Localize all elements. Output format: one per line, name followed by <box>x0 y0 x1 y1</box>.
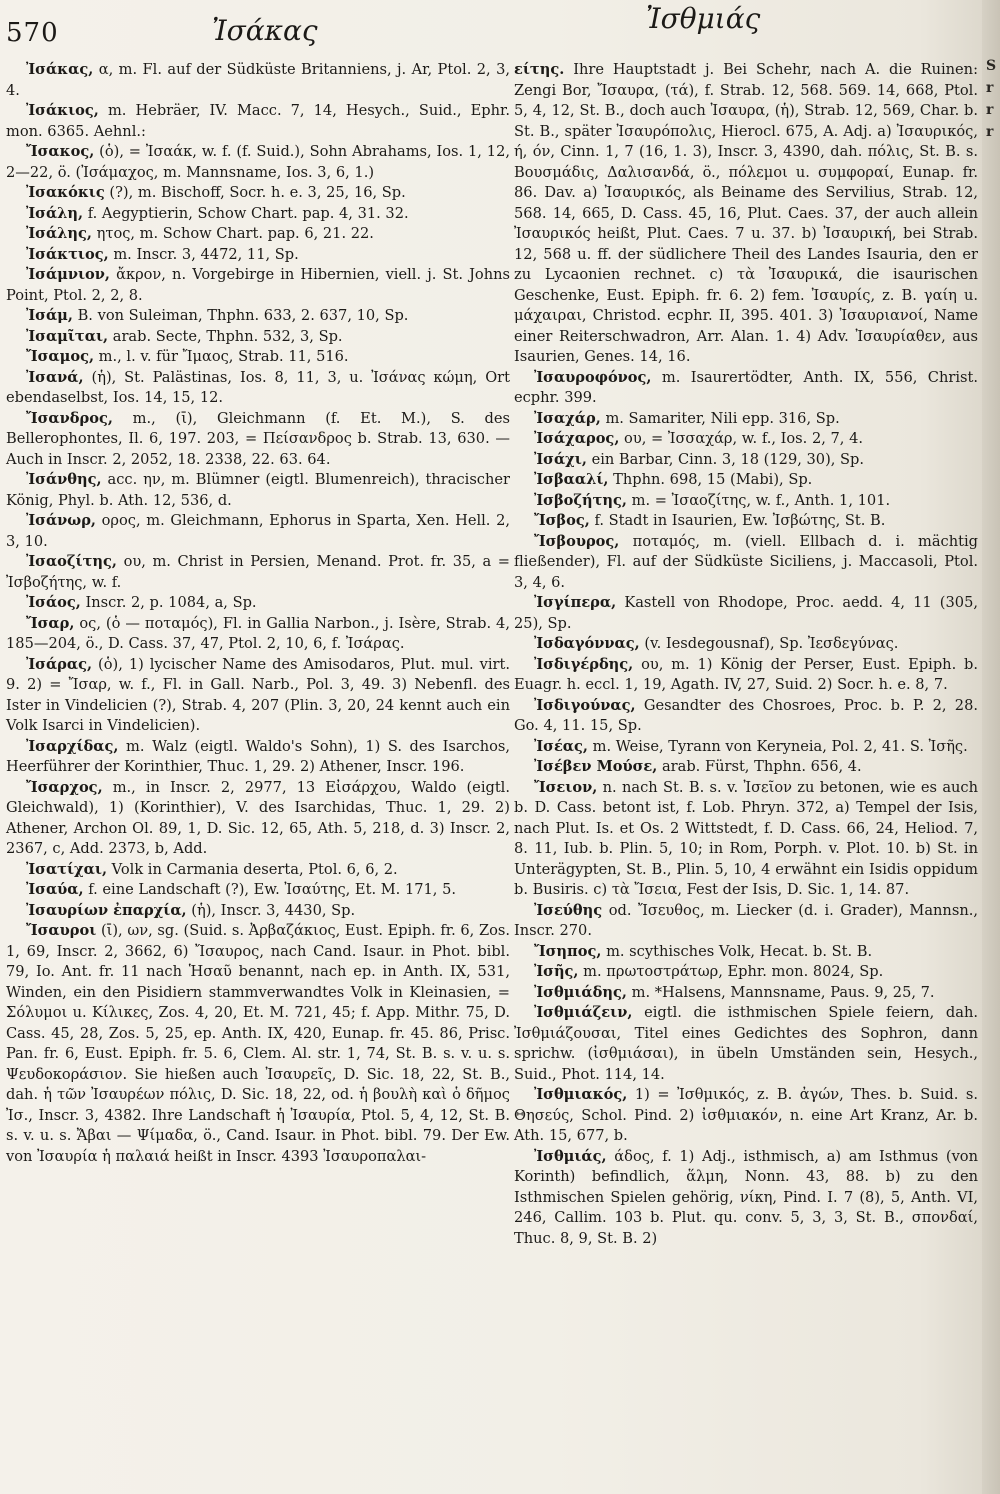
entry-definition: ein Barbar, Cinn. 3, 18 (129, 30), Sp. <box>591 450 865 468</box>
adjacent-page-edge <box>982 0 1000 1494</box>
entry-lemma: Ἰσάος, <box>26 594 81 611</box>
entry-definition: ου, = Ἰσσαχάρ, w. f., Ios. 2, 7, 4. <box>624 430 863 447</box>
entry-lemma: Ἰσεύθης <box>534 901 603 919</box>
entry-definition: m. *Halsens, Mannsname, Paus. 9, 25, 7. <box>631 983 935 1001</box>
entry-lemma: Ἰσέβεν Μούσε, <box>534 758 658 775</box>
entry-definition: α, m. Fl. auf der Südküste Britanniens, j. Ar, Ptol. 2, 3, 4. <box>6 61 511 99</box>
entry-lemma: Ἴσηπος, <box>534 942 602 960</box>
entry-lemma: Ἴσβουρος, <box>534 532 620 550</box>
dictionary-entry <box>514 696 978 737</box>
entry-definition: Volk in Carmania deserta, Ptol. 6, 6, 2. <box>111 860 398 878</box>
dictionary-entry <box>514 1085 978 1147</box>
dictionary-entry <box>514 491 978 512</box>
margin-glyph: S <box>986 58 997 74</box>
dictionary-entry <box>514 983 978 1004</box>
dictionary-entry <box>514 60 978 368</box>
entry-lemma: Ἰσαχάρ, <box>534 409 601 427</box>
entry-lemma: Ἰσῆς, <box>534 963 579 980</box>
entry-lemma: Ἰσθμιάζειν, <box>534 1004 633 1021</box>
entry-lemma: Ἰσβοζήτης, <box>534 491 628 509</box>
entry-definition: ου, m. 1) König der Perser, Eust. Epiph. b. Euagr. h. eccl. 1, 19, Agath. IV, 27, Suid. 2) Socr. h. e. 8, 7. <box>514 655 979 693</box>
entry-definition: m., l. v. für Ἴμαος, Strab. 11, 516. <box>98 348 349 365</box>
dictionary-entry <box>6 901 510 922</box>
margin-glyph: r <box>986 102 994 118</box>
dictionary-entry <box>514 532 978 594</box>
dictionary-entry <box>6 778 510 860</box>
dictionary-entry <box>514 368 978 409</box>
entry-definition: n. nach St. B. s. v. Ἰσεῖον zu betonen, wie es auch b. D. Cass. betont ist, f. Lob. Phryn. 372, a) Tempel der Isis, nach Plut. Is. et Os. 2 Wittstedt, f. D. Cass. 66, 24, Heliod. 7, 8. 11, Iub. b. Plin. 5, 10; in Rom, Porph. v. Plot. 10. b) St. in Unterägypten, St. B., Plin. 5, 10, 4 erwähnt ein Isidis oppidum b. Busiris. c) τὰ Ἴσεια, Fest der Isis, D. Sic. 1, 14. 87. <box>514 778 979 898</box>
entry-lemma: Ἰσάκας, <box>26 61 94 78</box>
dictionary-entry <box>514 942 978 963</box>
dictionary-entry <box>6 327 510 348</box>
entry-definition: m. Inscr. 3, 4472, 11, Sp. <box>113 245 299 263</box>
entry-definition: ποταμός, m. (viell. Ellbach d. i. mächtig fließender), Fl. auf der Südküste Siciliens, j. Maccasoli, Ptol. 3, 4, 6. <box>514 532 979 591</box>
entry-definition: Gesandter des Chosroes, Proc. b. P. 2, 28. Go. 4, 11. 15, Sp. <box>514 696 979 734</box>
entry-lemma: Ἰσθμιάς, <box>534 1147 607 1165</box>
entry-definition: Inscr. 2, p. 1084, a, Sp. <box>85 594 257 611</box>
entry-lemma: Ἰσάχι, <box>534 450 587 468</box>
entry-definition: m., (ῑ), Gleichmann (f. Et. M.), S. des Bellerophontes, Il. 6, 197. 203, = Πείσανδρος b. Strab. 13, 630. — Auch in Inscr. 2, 2052, 18. 2338, 22. 63. 64. <box>6 409 511 468</box>
dictionary-entry <box>514 655 978 696</box>
dictionary-entry <box>514 450 978 471</box>
entry-definition: άδος, f. 1) Adj., isthmisch, a) am Isthmus (von Korinth) befindlich, ἅλμη, Nonn. 43, 88. b) zu den Isthmischen Spielen gehörig, νίκη, Pind. I. 7 (8), 5, Anth. VI, 246, Callim. 103 b. Plut. qu. conv. 5, 3, 3, St. B., σπονδαί, Thuc. 8, 9, St. B. 2) <box>514 1147 978 1247</box>
entry-lemma: Ἰσαύα, <box>26 881 84 898</box>
entry-definition: ἄκρον, n. Vorgebirge in Hibernien, viell. j. St. Johns Point, Ptol. 2, 2, 8. <box>6 266 510 304</box>
dictionary-entry <box>514 470 978 491</box>
dictionary-entry <box>6 921 510 1167</box>
entry-definition: ος, (ὁ — ποταμός), Fl. in Gallia Narbon., j. Isère, Strab. 4, 185—204, ö., D. Cass. 37, 47, Ptol. 2, 10, 6, f. Ἰσάρας. <box>6 614 510 652</box>
dictionary-entry <box>514 409 978 430</box>
entry-lemma: Ἴσαρ, <box>26 614 75 632</box>
dictionary-entry <box>6 737 510 778</box>
entry-definition: (ἡ), St. Palästinas, Ios. 8, 11, 3, u. Ἰσάνας κώμη, Ort ebendaselbst, Ios. 14, 15, 12. <box>6 368 511 406</box>
entry-definition: (?), m. Bischoff, Socr. h. e. 3, 25, 16, Sp. <box>109 184 406 201</box>
entry-lemma: Ἰσδαγόννας, <box>534 635 640 652</box>
dictionary-entry <box>6 204 510 225</box>
entry-lemma: Ἰσάχαρος, <box>534 430 620 447</box>
entry-lemma: Ἰσάλη, <box>26 204 84 222</box>
entry-lemma: Ἰσαυροφόνος, <box>534 368 652 386</box>
entry-lemma: Ἴσειον, <box>534 778 598 796</box>
entry-definition: f. eine Landschaft (?), Ew. Ἰσαύτης, Et. M. 171, 5. <box>88 881 457 898</box>
entry-definition: arab. Fürst, Thphn. 656, 4. <box>661 758 862 775</box>
dictionary-entry <box>6 470 510 511</box>
margin-glyph: r <box>986 124 994 140</box>
right-column <box>514 60 978 1249</box>
dictionary-entry <box>6 347 510 368</box>
entry-lemma: Ἰσθμιακός, <box>534 1086 628 1103</box>
dictionary-entry <box>6 142 510 183</box>
running-head-right: Ἰσθμιάς <box>646 2 761 35</box>
entry-definition: (ῑ), ων, sg. (Suid. s. Ἀρβαζάκιος, Eust. Epiph. fr. 6, Zos. 1, 69, Inscr. 2, 3662, 6) Ἴσαυρος, nach Cand. Isaur. in Phot. bibl. 79, Io. Ant. fr. 11 nach Ἡσαῦ benannt, nach ep. in Anth. IX, 531, Winden, ein den Pisidiern stammverwandtes Volk in Kleinasien, = Σόλυμοι u. Κίλικες, Zos. 4, 20, Et. M. 721, 45; f. App. Mithr. 75, D. Cass. 45, 28, Zos. 5, 25, ep. Anth. IX, 420, Eunap. fr. 45. 86, Prisc. Pan. fr. 6, Eust. Epiph. fr. 5. 6, Clem. Al. str. 1, 74, St. B. s. v. u. s. Ψευδοκοράσιον. Sie hießen auch Ἰσαυρεῖς, D. Sic. 18, 22, St. B., dah. ἡ τῶν Ἰσαυρέων πόλις, D. Sic. 18, 22, od. ἡ βουλὴ καὶ ὁ δῆμος Ἰσ., Inscr. 3, 4382. Ihre Landschaft ἡ Ἰσαυρία, Ptol. 5, 4, 12, St. B. s. v. u. s. Ἄβαι — Ψίμαδα, ö., Cand. Isaur. in Phot. bibl. 79. Der Ew. von Ἰσαυρία ἡ παλαιά heißt in Inscr. 4393 Ἰσαυροπαλαι- <box>6 922 511 1165</box>
dictionary-entry <box>6 409 510 471</box>
entry-lemma: Ἰσδιγούνας, <box>534 696 636 714</box>
entry-definition: f. Stadt in Isaurien, Ew. Ἰσβώτης, St. B. <box>594 512 886 529</box>
entry-lemma: Ἰσανά, <box>26 368 84 386</box>
page-number: 570 <box>6 18 59 48</box>
entry-definition: od. Ἴσευθος, m. Liecker (d. i. Grader), Mannsn., Inscr. 270. <box>514 901 979 939</box>
entry-lemma: Ἰσάκιος, <box>26 102 99 119</box>
entry-definition: m. Hebräer, IV. Macc. 7, 14, Hesych., Suid., Ephr. mon. 6365. Aehnl.: <box>6 102 511 140</box>
entry-lemma: Ἰσάκτιος, <box>26 245 109 263</box>
entry-definition: (ἡ), Inscr. 3, 4430, Sp. <box>191 901 356 919</box>
entry-lemma: Ἴσβος, <box>534 512 590 529</box>
entry-lemma: Ἴσαμος, <box>26 348 95 365</box>
dictionary-entry <box>514 634 978 655</box>
dictionary-entry <box>514 962 978 983</box>
dictionary-entry <box>6 101 510 142</box>
entry-definition: m. Weise, Tyrann von Keryneia, Pol. 2, 41. S. Ἰσῆς. <box>592 737 968 755</box>
entry-lemma: Ἰσαυρίων ἐπαρχία, <box>26 901 187 919</box>
entry-lemma: Ἰσατίχαι, <box>26 860 108 878</box>
dictionary-entry <box>6 860 510 881</box>
entry-definition: ητος, m. Schow Chart. pap. 6, 21. 22. <box>96 225 374 242</box>
entry-definition: eigtl. die isthmischen Spiele feiern, dah. Ἰσθμιάζουσαι, Titel eines Gedichtes des Sophron, dann sprichw. (ἰσθμιάσαι), in übeln Umständen sein, Hesych., Suid., Phot. 114, 14. <box>514 1004 978 1083</box>
entry-lemma: Ἴσαρχος, <box>26 778 103 796</box>
entry-lemma: Ἰσαοζίτης, <box>26 553 118 570</box>
entry-lemma: Ἰσθμιάδης, <box>534 983 627 1001</box>
entry-lemma: Ἰσαρχίδας, <box>26 737 119 755</box>
dictionary-entry <box>6 224 510 245</box>
entry-lemma: Ἰσάμ, <box>26 307 73 324</box>
entry-lemma: Ἴσαυροι <box>26 922 97 939</box>
entry-lemma: Ἴσανδρος, <box>26 409 113 427</box>
running-head-left: Ἰσάκας <box>212 14 318 47</box>
dictionary-entry <box>6 880 510 901</box>
entry-definition: Thphn. 698, 15 (Mabi), Sp. <box>613 471 813 488</box>
dictionary-entry <box>514 1003 978 1085</box>
dictionary-entry <box>514 757 978 778</box>
dictionary-entry <box>6 265 510 306</box>
entry-definition: B. von Suleiman, Thphn. 633, 2. 637, 10, Sp. <box>77 307 409 324</box>
entry-lemma: είτης. <box>514 61 565 78</box>
dictionary-entry <box>6 60 510 101</box>
page-header <box>0 0 1000 60</box>
entry-lemma: Ἰσακόκις <box>26 184 105 201</box>
entry-lemma: Ἰσβααλί, <box>534 471 609 488</box>
dictionary-entry <box>514 593 978 634</box>
entry-definition: ορος, m. Gleichmann, Ephorus in Sparta, Xen. Hell. 2, 3, 10. <box>6 512 510 550</box>
dictionary-entry <box>514 778 978 901</box>
entry-definition: m. πρωτοστράτωρ, Ephr. mon. 8024, Sp. <box>583 963 884 980</box>
entry-definition: (v. Iesdegousnaf), Sp. Ἰεσδεγύνας. <box>644 635 899 652</box>
dictionary-entry <box>6 368 510 409</box>
entry-definition: Kastell von Rhodope, Proc. aedd. 4, 11 (305, 25), Sp. <box>514 594 978 632</box>
entry-lemma: Ἰσάμνιον, <box>26 266 110 283</box>
dictionary-entry <box>514 901 978 942</box>
entry-definition: m. Walz (eigtl. Waldo's Sohn), 1) S. des Isarchos, Heerführer der Korinthier, Thuc. 1, 29. 2) Athener, Inscr. 196. <box>6 737 511 775</box>
entry-definition: ου, m. Christ in Persien, Menand. Prot. fr. 35, a = Ἰσβοζήτης, w. f. <box>6 553 510 591</box>
dictionary-entry <box>514 1147 978 1250</box>
entry-lemma: Ἰσγίπερα, <box>534 594 617 611</box>
entry-lemma: Ἰσάνθης, <box>26 471 102 488</box>
entry-lemma: Ἰσάλης, <box>26 225 92 242</box>
entry-definition: m. = Ἰσαοζίτης, w. f., Anth. 1, 101. <box>631 491 891 509</box>
dictionary-entry <box>514 511 978 532</box>
dictionary-entry <box>6 511 510 552</box>
entry-definition: f. Aegyptierin, Schow Chart. pap. 4, 31. 32. <box>87 204 409 222</box>
entry-definition: m. Samariter, Nili epp. 316, Sp. <box>605 409 840 427</box>
entry-definition: arab. Secte, Thphn. 532, 3, Sp. <box>112 327 343 345</box>
dictionary-entry <box>6 245 510 266</box>
entry-definition: acc. ην, m. Blümner (eigtl. Blumenreich), thracischer König, Phyl. b. Ath. 12, 536, d. <box>6 471 510 509</box>
dictionary-entry <box>6 306 510 327</box>
entry-lemma: Ἰσδιγέρδης, <box>534 655 634 673</box>
entry-lemma: Ἴσακος, <box>26 143 95 160</box>
entry-lemma: Ἰσέας, <box>534 737 589 755</box>
entry-lemma: Ἰσάρας, <box>26 655 93 673</box>
entry-definition: m. Isaurertödter, Anth. IX, 556, Christ. ecphr. 399. <box>514 368 978 406</box>
margin-glyph: r <box>986 80 994 96</box>
entry-lemma: Ἰσαμῖται, <box>26 327 109 345</box>
dictionary-entry <box>6 593 510 614</box>
dictionary-entry <box>6 614 510 655</box>
entry-definition: (ὁ), 1) lycischer Name des Amisodaros, Plut. mul. virt. 9. 2) = Ἴσαρ, w. f., Fl. in Gall. Narb., Pol. 3, 49. 3) Nebenfl. des Ister in Vindelicien (?), Strab. 4, 207 (Plin. 3, 20, 24 kennt auch ein Volk Isarci in Vindelicien). <box>6 655 510 734</box>
entry-lemma: Ἰσάνωρ, <box>26 512 96 529</box>
entry-definition: m., in Inscr. 2, 2977, 13 Εἰσάρχου, Waldo (eigtl. Gleichwald), 1) (Korinthier), V. des Isarchidas, Thuc. 1, 29. 2) Athener, Archon Ol. 89, 1, D. Sic. 12, 65, Ath. 5, 218, d. 3) Inscr. 2, 2367, c, Add. 2373, b, Add. <box>6 778 510 857</box>
entry-definition: Ihre Hauptstadt j. Bei Schehr, nach A. die Ruinen: Zengi Bor, Ἴσαυρα, (τά), f. Strab. 12, 568. 569. 14, 668, Ptol. 5, 4, 12, St. B., doch auch Ἰσαυρα, (ἡ), Strab. 12, 569, Char. b. St. B., später Ἰσαυρόπολις, Hierocl. 675, A. Adj. a) Ἰσαυρικός, ή, όν, Cinn. 1, 7 (16, 1. 3), Inscr. 3, 4390, dah. πόλις, St. B. s. Βουσμάδις, Δαλισανδά, ö., πόλεμοι u. συμφοραί, Eunap. fr. 86. Dav. a) Ἰσαυρικός, als Beiname des Servilius, Strab. 12, 568. 14, 665, D. Cass. 45, 16, Plut. Caes. 37, der auch allein Ἰσαυρικός heißt, Plut. Caes. 7 u. 37. b) Ἰσαυρική, bei Strab. 12, 568 u. ff. der südlichere Theil des Landes Isauria, den er zu Lycaonien rechnet. c) τὰ Ἰσαυρικά, die isaurischen Geschenke, Eust. Epiph. fr. 6. 2) fem. Ἰσαυρίς, z. B. γαίη u. μάχαιραι, Christod. ecphr. II, 395. 401. 3) Ἰσαυριανοί, Name einer Reiterschwadron, Arr. Alan. 1. 4) Adv. Ἰσαυρίαθεν, aus Isaurien, Genes. 14, 16. <box>514 61 978 365</box>
entry-definition: m. scythisches Volk, Hecat. b. St. B. <box>606 942 873 960</box>
dictionary-entry <box>6 552 510 593</box>
dictionary-entry <box>6 655 510 737</box>
entry-definition: 1) = Ἰσθμικός, z. B. ἀγών, Thes. b. Suid. s. Θησεύς, Schol. Pind. 2) ἰσθμιακόν, n. eine Art Kranz, Ar. b. Ath. 15, 677, b. <box>514 1086 979 1144</box>
left-column <box>6 60 510 1167</box>
entry-definition: (ὁ), = Ἰσαάκ, w. f. (f. Suid.), Sohn Abrahams, Ios. 1, 12, 2—22, ö. (Ἰσάμαχος, m. Mannsname, Ios. 3, 6, 1.) <box>6 143 510 181</box>
dictionary-entry <box>514 737 978 758</box>
dictionary-entry <box>514 429 978 450</box>
dictionary-entry <box>6 183 510 204</box>
